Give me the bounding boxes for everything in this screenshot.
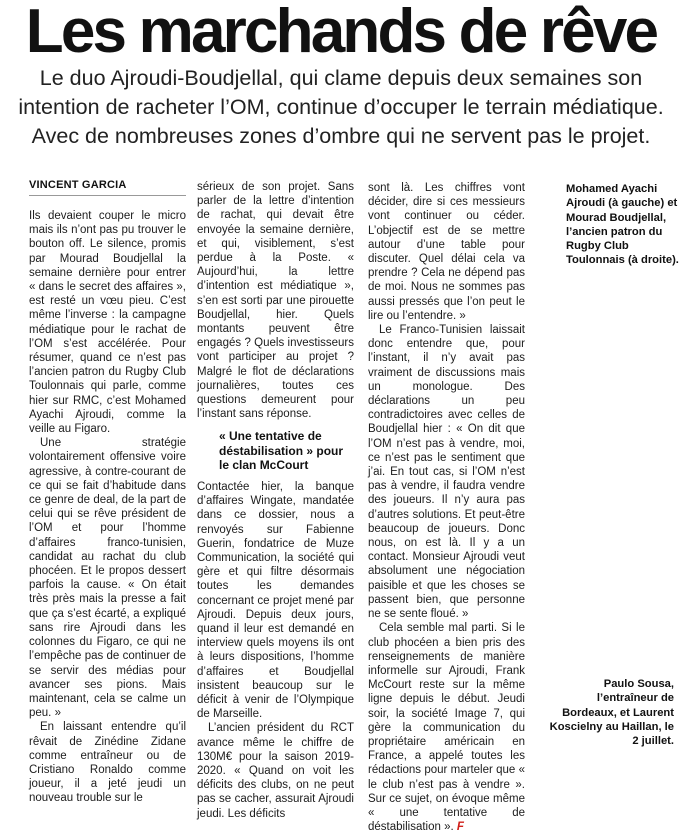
headline: Les marchands de rêve	[25, 0, 657, 66]
subheading: « Une tentative de déstabilisation » pour le clan McCourt	[219, 429, 344, 473]
paragraph	[368, 621, 525, 834]
paragraph: Ils devaient couper le micro mais ils n’ont pas pu trouver le bouton off. Le silence, promis par Mourad Boudjellal la semaine dernière pour entrer « dans le secret des affaires », est resté un vœu pieu. C’est même l’inverse : la campagne médiatique pour le rachat de l’OM s’est accélérée. Pour résumer, quand ce n’est pas l’ancien patron du Rugby Club Toulonnais qui parle, comme hier sur RMC, c’est Mohamed Ayachi Ajroudi, comme la veille au Figaro.	[29, 210, 186, 436]
photo-caption-top: Mohamed Ayachi Ajroudi (à gauche) et Mourad Boudjellal, l’ancien patron du Rugby Club Toulonnais (à droite).	[566, 183, 679, 267]
paragraph: sont là. Les chiffres vont décider, dire si ces messieurs vont continuer ou céder. L’objectif est de se mettre autour d’une table pour discuter. Quel délai cela va prendre ? Cela ne dépend pas de moi. Nous ne sommes pas aussi pressés que l’on peut le lire ou l’entendre. »	[368, 182, 525, 322]
paragraph-text: Cela semble mal parti. Si le club phocéen a bien pris des renseignements de manière informelle sur Ajroudi, Frank McCourt reste sur la même ligne depuis le début. Jeudi soir, la société Image 7, qui gère la communication du propriétaire américain en France, a appelé toutes les rédactions pour marteler que « le club n’est pas à vendre ». Sur ce sujet, on évoque même « une tentative de déstabilisation ».	[368, 622, 525, 834]
paragraph: Une stratégie volontairement offensive voire agressive, à contre-courant de ce qui se fait d’habitude dans ce genre de deal, de la part de celui qui se rêve président de l’OM et pour l’homme d’affaires franco-tunisien, candidat au rachat du club phocéen. Et le propos dessert parfois la cause. « On était très près mais la presse a fait que ça s’est écarté, a expliqué sans rire Ajroudi dans les colonnes du Figaro, ce qui ne l’empêche pas de continuer de se servir des médias pour avancer ses pions. Mais maintenant, cela se calme un peu. »	[29, 437, 186, 720]
paragraph: L’ancien président du RCT avance même le chiffre de 130M€ pour la saison 2019-2020. « Quand on voit les déficits des clubs, on ne peut pas se cacher, assurait Ajroudi jeudi. Les déficits	[197, 722, 354, 820]
photo-area	[538, 181, 682, 761]
article-column-1	[29, 209, 186, 806]
author-signature: F	[456, 821, 464, 834]
standfirst: Le duo Ajroudi-Boudjellal, qui clame depuis deux semaines son intention de racheter l’OM, continue d’occuper le terrain médiatique. Avec de nombreuses zones d’ombre qui ne servent pas le projet.	[18, 66, 664, 148]
article-column-3	[368, 181, 525, 834]
paragraph: En laissant entendre qu’il rêvait de Zinédine Zidane comme entraîneur ou de Cristiano Ronaldo comme joueur, il a jeté jeudi un nouveau trouble sur le	[29, 721, 186, 805]
article-column-2	[197, 180, 354, 821]
byline: VINCENT GARCIA	[29, 179, 127, 191]
paragraph: Contactée hier, la banque d’affaires Wingate, mandatée dans ce dossier, nous a renvoyés sur Fabienne Guerin, fondatrice de Muze Communication, la société qui gère et qui filtre désormais toutes les demandes concernant ce projet mené par Ajroudi. Depuis deux jours, quand il leur est demandé en interview quels moyens ils ont à leurs dispositions, l’homme d’affaires et Boudjellal insistent beaucoup sur le déficit à venir de l’Olympique de Marseille.	[197, 480, 354, 721]
byline-rule	[29, 195, 186, 196]
paragraph: sérieux de son projet. Sans parler de la lettre d’intention de rachat, qui devait être envoyée la semaine dernière, et qui, visiblement, s’est perdue à la Poste. « Aujourd’hui, la lettre d’intention est médiatique », s’en est sorti par une pirouette Boudjellal, hier. Quels montants peuvent être engagés ? Quels investisseurs vont participer au projet ? Malgré le flot de déclarations journalières, toutes ces questions demeurent pour l’instant sans réponse.	[197, 181, 354, 421]
photo-caption-bottom: Paulo Sousa, l’entraîneur de Bordeaux, et Laurent Koscielny au Haillan, le 2 juillet.	[549, 678, 674, 748]
paragraph: Le Franco-Tunisien laissait donc entendre que, pour l’instant, il n’y avait pas vraiment de discussions mais un monologue. Des déclarations un peu contradictoires avec celles de Boudjellal hier : « On dit que l’OM n’est pas à vendre, moi, ce n’est pas le sentiment que j’ai. En tout cas, si l’OM n’est pas à vendre, il faudra vendre des joueurs. Il n’y aura pas d’autres solutions. Et peut-être beaucoup de joueurs. Donc nous, on est là. Il y a un contact. Monsieur Ajroudi veut absolument une négociation paisible et que les choses se passent bien, que personne ne se sente floué. »	[368, 324, 525, 621]
